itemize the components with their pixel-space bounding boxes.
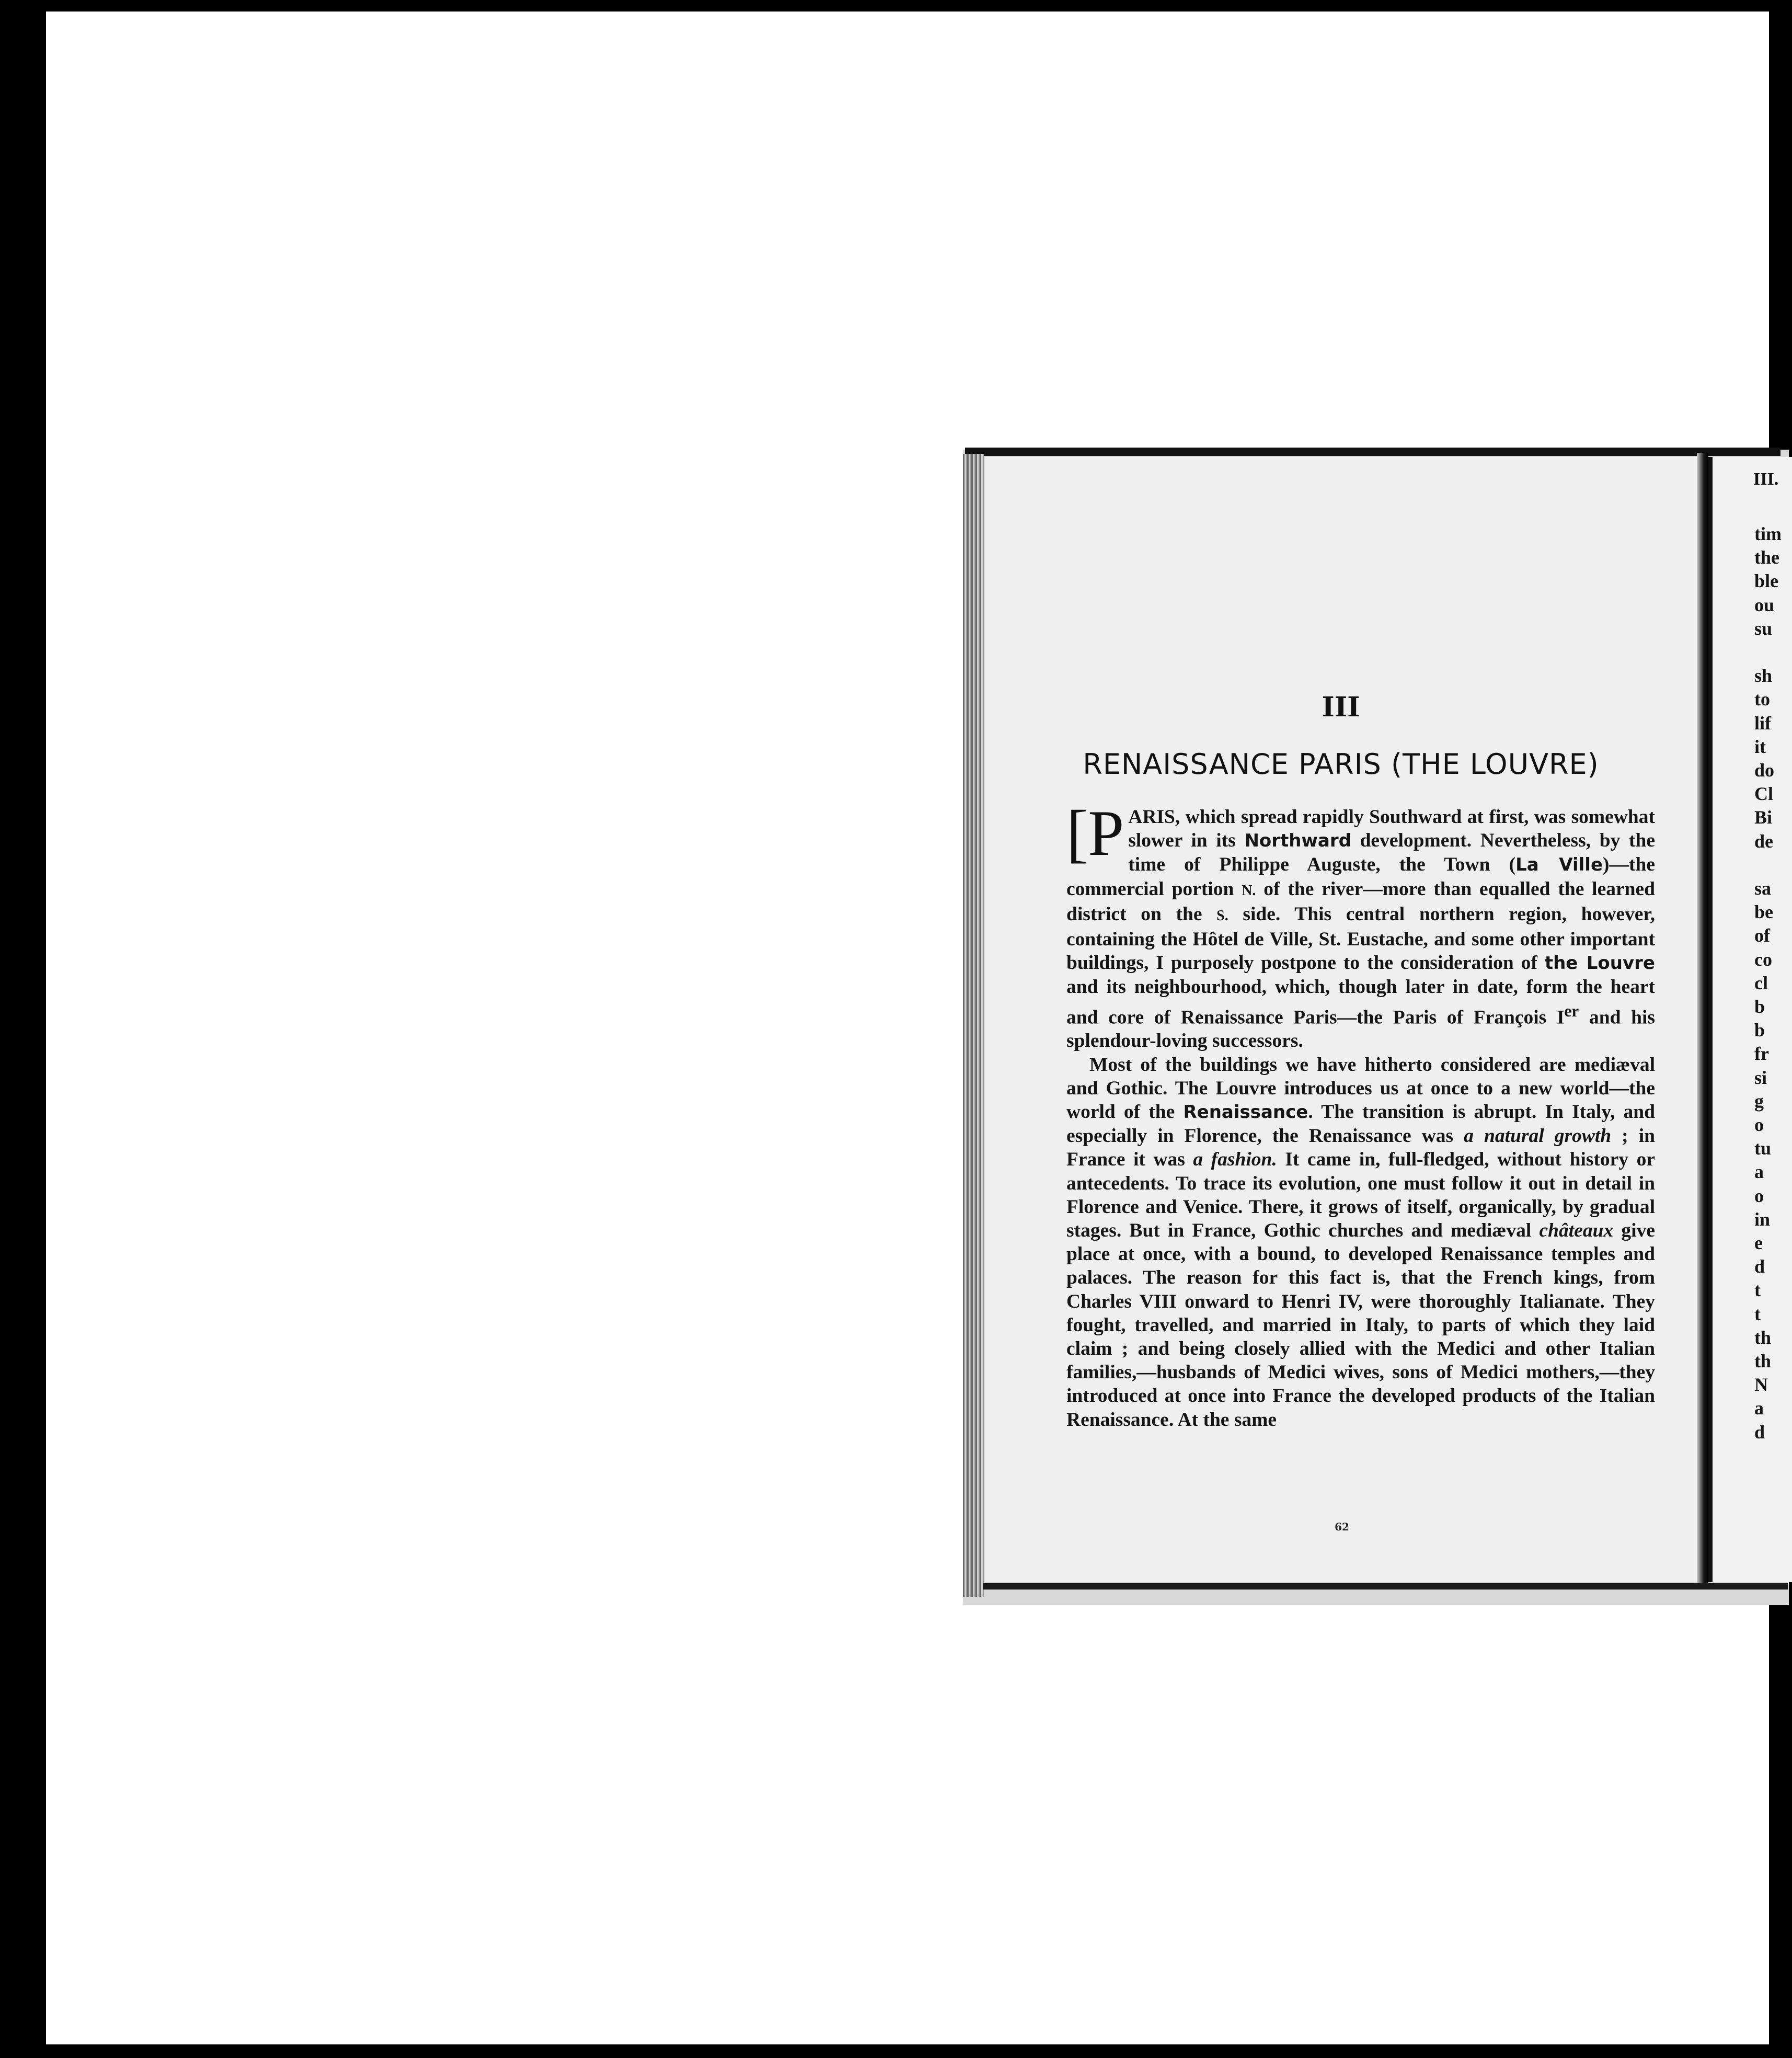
- text-run: Most of the buildings we have hitherto considered are mediæval and Gothic. The Louvre introduces us at once to a new world—the world of the: [1066, 1054, 1655, 1123]
- keyword-the-louvre: the Louvre: [1544, 953, 1655, 974]
- right-page-line-fragment: cl: [1754, 972, 1768, 993]
- body-text: [1066, 797, 1656, 1432]
- right-page-line-fragment: tu: [1754, 1138, 1772, 1159]
- right-page-line-fragment: t: [1754, 1303, 1761, 1324]
- chapter-number: III: [1322, 691, 1360, 723]
- right-page-line-fragment: th: [1754, 1327, 1772, 1348]
- right-page-line-fragment: o: [1754, 1185, 1764, 1206]
- page-edges: [963, 454, 984, 1597]
- right-page-line-fragment: th: [1754, 1351, 1772, 1371]
- right-page-running-head: III.: [1753, 470, 1779, 489]
- book-top-cover-edge: [965, 448, 1780, 456]
- text-run: development. Nevertheless, by the time of Philippe Auguste, the Town (: [1128, 830, 1655, 876]
- drop-cap-bracket: [: [1066, 797, 1088, 869]
- right-page-line-fragment: a: [1754, 1398, 1764, 1419]
- right-page-line-fragment: ble: [1754, 570, 1779, 592]
- right-page-line-fragment: of: [1754, 925, 1770, 946]
- right-page-line-fragment: b: [1754, 1020, 1765, 1041]
- right-page-line-fragment: si: [1754, 1067, 1767, 1088]
- right-page: [1708, 457, 1792, 1582]
- paragraph-2: [1066, 1053, 1655, 1432]
- right-page-line-fragment: de: [1754, 830, 1773, 852]
- text-run: and his splendour-loving successors.: [1066, 1007, 1655, 1052]
- right-page-line-fragment: tim: [1754, 523, 1782, 544]
- right-page-line-fragment: sa: [1754, 878, 1772, 899]
- right-page-line-fragment: Bi: [1754, 807, 1773, 828]
- right-page-line-fragment: co: [1754, 948, 1772, 970]
- italic-natural-growth: a natural growth: [1464, 1125, 1612, 1147]
- right-page-line-fragment: be: [1754, 901, 1773, 923]
- right-page-line-fragment: fr: [1754, 1043, 1769, 1065]
- right-page-line-fragment: su: [1754, 618, 1773, 639]
- drop-cap-letter: P: [1088, 797, 1124, 869]
- right-page-line-fragment: t: [1754, 1279, 1761, 1301]
- right-page-line-fragment: g: [1754, 1090, 1764, 1112]
- page-number: 62: [1335, 1520, 1349, 1533]
- text-run: ; in France it was: [1066, 1125, 1655, 1171]
- italic-a-fashion: a fashion.: [1193, 1149, 1277, 1171]
- italic-chateaux: châteaux: [1539, 1219, 1614, 1241]
- abbrev-south: S.: [1216, 907, 1228, 924]
- right-page-line-fragment: N: [1754, 1374, 1768, 1396]
- chapter-title: RENAISSANCE PARIS (THE LOUVRE): [1083, 748, 1599, 781]
- paragraph-1: [1066, 797, 1656, 1053]
- right-page-line-fragment: b: [1754, 996, 1765, 1017]
- keyword-la-ville: La Ville: [1515, 854, 1603, 876]
- right-page-line-fragment: d: [1754, 1256, 1765, 1277]
- right-page-line-fragment: the: [1754, 547, 1779, 568]
- text-run: give place at once, with a bound, to developed Renaissance temples and palaces. The reason for this fact is, that the French kings, from Charles VIII onward to Henri IV, were thoroughly Italianate. They fought, travelled, and married in Italy, to parts of which they laid claim ; and being closely allied with the Medici and other Italian families,—husbands of Medici wives, sons of Medici mothers,—they introduced at once into France the developed products of the Italian Renaissance. At the same: [1066, 1219, 1655, 1431]
- right-page-line-fragment: it: [1754, 736, 1766, 757]
- drop-cap: [1066, 797, 1124, 869]
- text-run: ARIS, which spread rapidly Southward at first, was somewhat slower in its: [1128, 806, 1655, 852]
- text-run: and its neighbourhood, which, though later in date, form the heart and core of Renaissance Paris—the Paris of François I: [1066, 976, 1655, 1028]
- book-gutter: [1697, 453, 1708, 1590]
- abbrev-north: N.: [1242, 882, 1256, 899]
- right-page-line-fragment: do: [1754, 760, 1775, 781]
- text-run: It came in, full-fledged, without history or antecedents. To trace its evolution, one must follow it out in detail in Florence and Venice. There, it grows of itself, organically, by gradual stages. But in France, Gothic churches and mediæval: [1066, 1149, 1655, 1241]
- right-page-line-fragment: e: [1754, 1232, 1763, 1253]
- text-run: )—the commercial portion: [1066, 854, 1656, 900]
- right-page-line-fragment: d: [1754, 1421, 1765, 1443]
- keyword-northward: Northward: [1244, 830, 1351, 852]
- text-run: of the river—more than equalled the learned district on the: [1066, 878, 1655, 925]
- right-page-line-fragment: o: [1754, 1114, 1764, 1135]
- keyword-renaissance: Renaissance: [1183, 1101, 1308, 1123]
- right-page-line-fragment: in: [1754, 1208, 1771, 1230]
- right-page-line-fragment: a: [1754, 1161, 1764, 1183]
- book-bottom-cover-edge: [983, 1583, 1788, 1590]
- right-page-line-fragment: to: [1754, 689, 1770, 710]
- text-run: side. This central northern region, however, containing the Hôtel de Ville, St. Eustache, and some other important buildings, I purposely postpone to the consideration of: [1066, 903, 1655, 974]
- right-page-line-fragment: ou: [1754, 594, 1775, 615]
- right-page-line-fragment: lif: [1754, 712, 1771, 734]
- right-page-line-fragment: Cl: [1754, 783, 1773, 805]
- text-run: . The transition is abrupt. In Italy, and especially in Florence, the Renaissance was: [1066, 1101, 1655, 1147]
- right-page-line-fragment: sh: [1754, 665, 1773, 687]
- superscript-er: er: [1564, 1001, 1579, 1020]
